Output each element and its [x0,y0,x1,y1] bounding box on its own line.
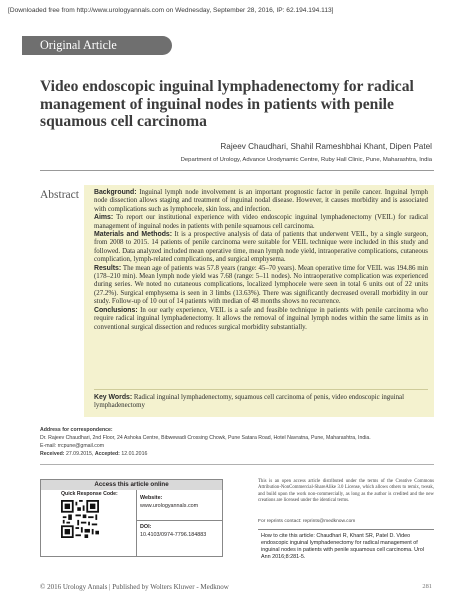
correspondence-email: E-mail: rrcpune@gmail.com [40,443,105,449]
website-link[interactable]: www.urologyannals.com [140,503,199,509]
abstract-conclusions: Conclusions: In our early experience, VEIL is a safe and feasible technique in patients with penile carcinoma who require radical inguinal lymphadenectomy. It allows the removal of inguinal lymph nodes within the same limits as in conventional surgical dissection and reduces surgical morbidity substantially. [94,306,428,331]
doi-value[interactable]: 10.4103/0974-7796.184883 [140,532,207,538]
page-number: 281 [422,583,432,590]
citation-text: How to cite this article: Chaudhari R, Khant SR, Patel D. Video endoscopic inguinal lymphadenectomy for radical management of inguinal nodes in patients with penile squamous cell carcinoma. Urol Ann 2016;8:281-5. [261,533,425,560]
abstract-aims: Aims: To report our institutional experience with video endoscopic inguinal lymphadenectomy (VEIL) for radical management of inguinal nodes in patients with penile squamous cell carcinoma. [94,214,428,230]
website-label: Website: [140,495,163,501]
dates: Received: 27.09.2015, Accepted: 12.01.2016 [40,451,148,457]
article-title: Video endoscopic inguinal lymphadenectomy for radical management of inguinal nodes in patients with penile squamous cell carcinoma [40,78,414,130]
divider [40,170,434,171]
access-box [40,479,223,557]
doi-label: DOI: [140,524,152,530]
abstract-label: Abstract [40,189,79,201]
download-notice: [Downloaded free from http://www.urologyannals.com on Wednesday, September 28, 2016, IP: 62.194.194.113] [8,7,334,14]
license-text: This is an open access article distributed under the terms of the Creative Commons Attribution-NonCommercial-ShareAlike 3.0 License, which allows others to remix, tweak, and build upon the work non-commercially, as long as the author is credited and the new creations are licensed under the identical terms. [258,479,434,503]
qr-code [61,500,99,538]
divider [40,464,434,465]
department: Department of Urology, Advance Urodynamic Centre, Ruby Hall Clinic, Pune, Maharashtra, India [180,157,432,163]
correspondence-address: Dr. Rajeev Chaudhari, 2nd Floor, 24 Ashoka Centre, Bibwewadi Crossing Chowk, Pune Satara Road, Hotel Navratna, Pune, Maharashtra, India. [40,435,371,441]
correspondence-heading: Address for correspondence: [40,427,113,433]
qr-code-graphic [61,500,99,538]
divider [137,520,222,521]
footer: © 2016 Urology Annals | Published by Wolters Kluwer - Medknow [40,583,229,591]
article-type-label: Original Article [40,38,117,52]
correspondence [40,426,440,458]
access-heading: Access this article online [41,480,222,490]
abstract-background: Background: Inguinal lymph node involvement is an important prognostic factor in penile cancer. Inguinal lymph node dissection allows staging and treatment of inguinal nodal disease. However, it causes morbidity and is associated with complications such as lymphocele, skin loss, and infection. [94,189,428,213]
abstract-methods: Materials and Methods: It is a prospective analysis of data of patients that underwent VEIL, by a single surgeon, from 2008 to 2015. 14 patients of penile carcinoma were suitable for VEIL technique were included in this study and followed. Data analyzed included mean operative time, mean lymph node yield, intraoperative complications, cutaneous complication, lymph-related complications, and surgical emphysema. [94,231,428,264]
abstract-results: Results: The mean age of patients was 57.8 years (range: 45–70 years). Mean operative time for VEIL was 194.86 min (178–210 min). Mean lymph node yield was 7.68 (range: 5–11 nodes). No intraoperative complication was experienced during series. We noted no cutaneous complications, localized lymphocele were seen in total 6 units out of 22 units (27.2%). Surgical emphysema is seen in 3 limbs (13.63%). There was significantly decreased overall morbidity in our study. Follow-up of 10 out of 14 patients with median of 48 months shows no recurrence. [94,264,428,306]
authors: Rajeev Chaudhari, Shahil Rameshbhai Khant, Dipen Patel [220,142,432,151]
qr-label: Quick Response Code: [61,491,118,497]
reprints-contact: For reprints contact: reprints@medknow.com [258,519,356,524]
citation-box [258,529,434,560]
abstract-body [94,189,428,332]
divider [136,490,137,556]
article-type-badge [22,36,172,55]
abstract-box [84,185,434,417]
keywords: Key Words: Radical inguinal lymphadenectomy, squamous cell carcinoma of penis, video endoscopic inguinal lymphadenectomy [94,389,428,411]
